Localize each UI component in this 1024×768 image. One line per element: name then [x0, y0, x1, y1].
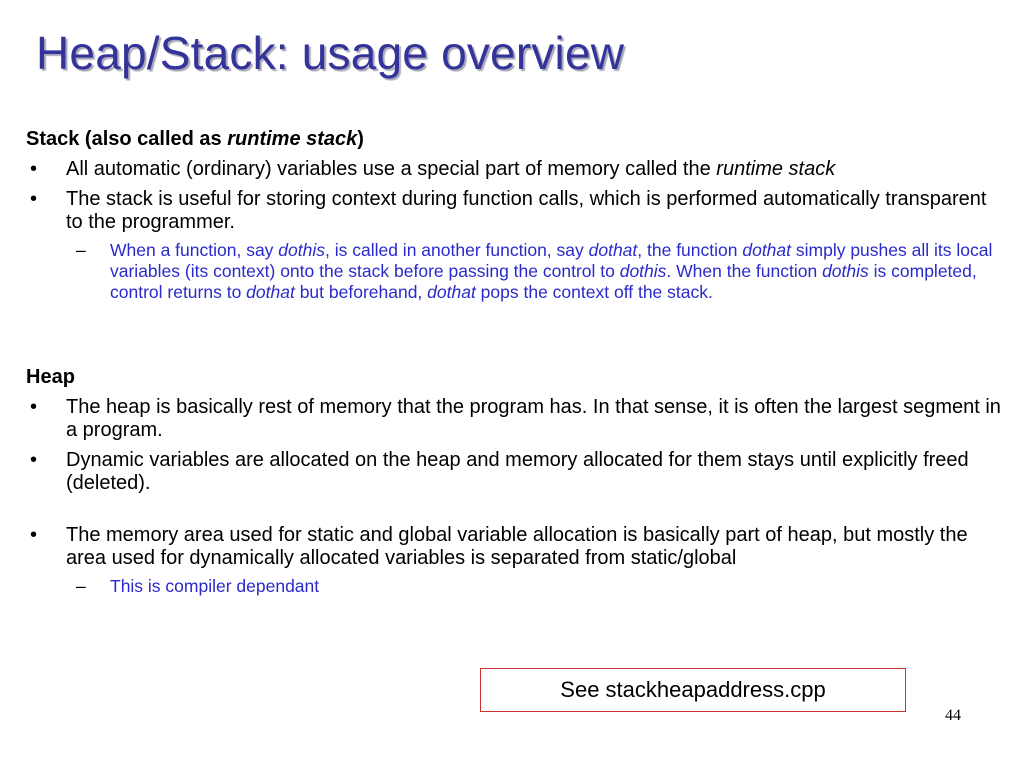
stack-heading-em: runtime stack	[227, 128, 358, 150]
slide-title: Heap/Stack: usage overview	[36, 27, 625, 79]
heap-bullet-1-text: The heap is basically rest of memory that the program has. In that sense, it is often the largest segment in a program.	[66, 396, 1001, 441]
stack-sub-text-1: When a function, say	[110, 240, 279, 260]
stack-sub-bullet	[76, 240, 1006, 303]
stack-sub-text-8: pops the context off the stack.	[475, 282, 713, 302]
stack-bullet-1-em: runtime stack	[716, 158, 836, 180]
bullet-marker: •	[30, 188, 38, 210]
heap-sub-bullet	[76, 576, 1006, 597]
stack-sub-em-7: dothat	[427, 282, 476, 302]
stack-bullet-1-text: All automatic (ordinary) variables use a special part of memory called the	[66, 158, 717, 180]
bullet-marker: •	[30, 396, 38, 418]
heap-bullet-2	[26, 449, 1006, 495]
heap-bullet-2-text: Dynamic variables are allocated on the heap and memory allocated for them stays until explicitly freed (deleted).	[66, 449, 969, 494]
heap-heading: Heap	[26, 366, 75, 388]
stack-sub-text-6: is completed, control returns to	[110, 261, 977, 302]
heap-bullet-3-text: The memory area used for static and global variable allocation is basically part of heap, but mostly the area used for dynamically allocated variables is separated from static/global	[66, 524, 968, 569]
see-file-box: See stackheapaddress.cpp	[480, 668, 906, 712]
bullet-marker: •	[30, 524, 38, 546]
slide-content	[26, 127, 1006, 597]
stack-sub-em-5: dothis	[822, 261, 869, 281]
stack-sub-text-7: but beforehand,	[294, 282, 428, 302]
bullet-marker: •	[30, 158, 38, 180]
page-number: 44	[945, 707, 961, 724]
heap-bullet-1	[26, 396, 1006, 442]
dash-marker: –	[76, 240, 86, 260]
stack-sub-em-4: dothis	[619, 261, 667, 281]
stack-sub-text-2: , is called in another function, say	[325, 240, 589, 260]
bullet-marker: •	[30, 449, 38, 471]
stack-sub-em-2: dothat	[588, 240, 638, 260]
stack-heading-prefix: Stack (also called as	[26, 128, 228, 150]
stack-sub-text-4: simply pushes all its local variables (its context) onto the stack before passing the control to	[110, 240, 993, 281]
spacer	[26, 495, 1006, 517]
stack-sub-text-3: , the function	[637, 240, 743, 260]
stack-sub-text-5: . When the function	[666, 261, 823, 281]
stack-sub-em-1: dothis	[278, 240, 325, 260]
stack-heading	[26, 127, 1006, 151]
stack-bullet-2-text: The stack is useful for storing context during function calls, which is performed automatically transparent to the programmer.	[66, 188, 987, 233]
stack-sub-em-6: dothat	[246, 282, 295, 302]
heap-sub-text: This is compiler dependant	[110, 576, 320, 596]
stack-heading-suffix: )	[357, 128, 364, 150]
stack-bullet-2	[26, 188, 1006, 234]
stack-bullet-1	[26, 158, 1006, 181]
heap-bullet-3	[26, 524, 1006, 570]
stack-sub-em-3: dothat	[742, 240, 792, 260]
spacer	[26, 303, 1006, 365]
dash-marker: –	[76, 576, 86, 596]
